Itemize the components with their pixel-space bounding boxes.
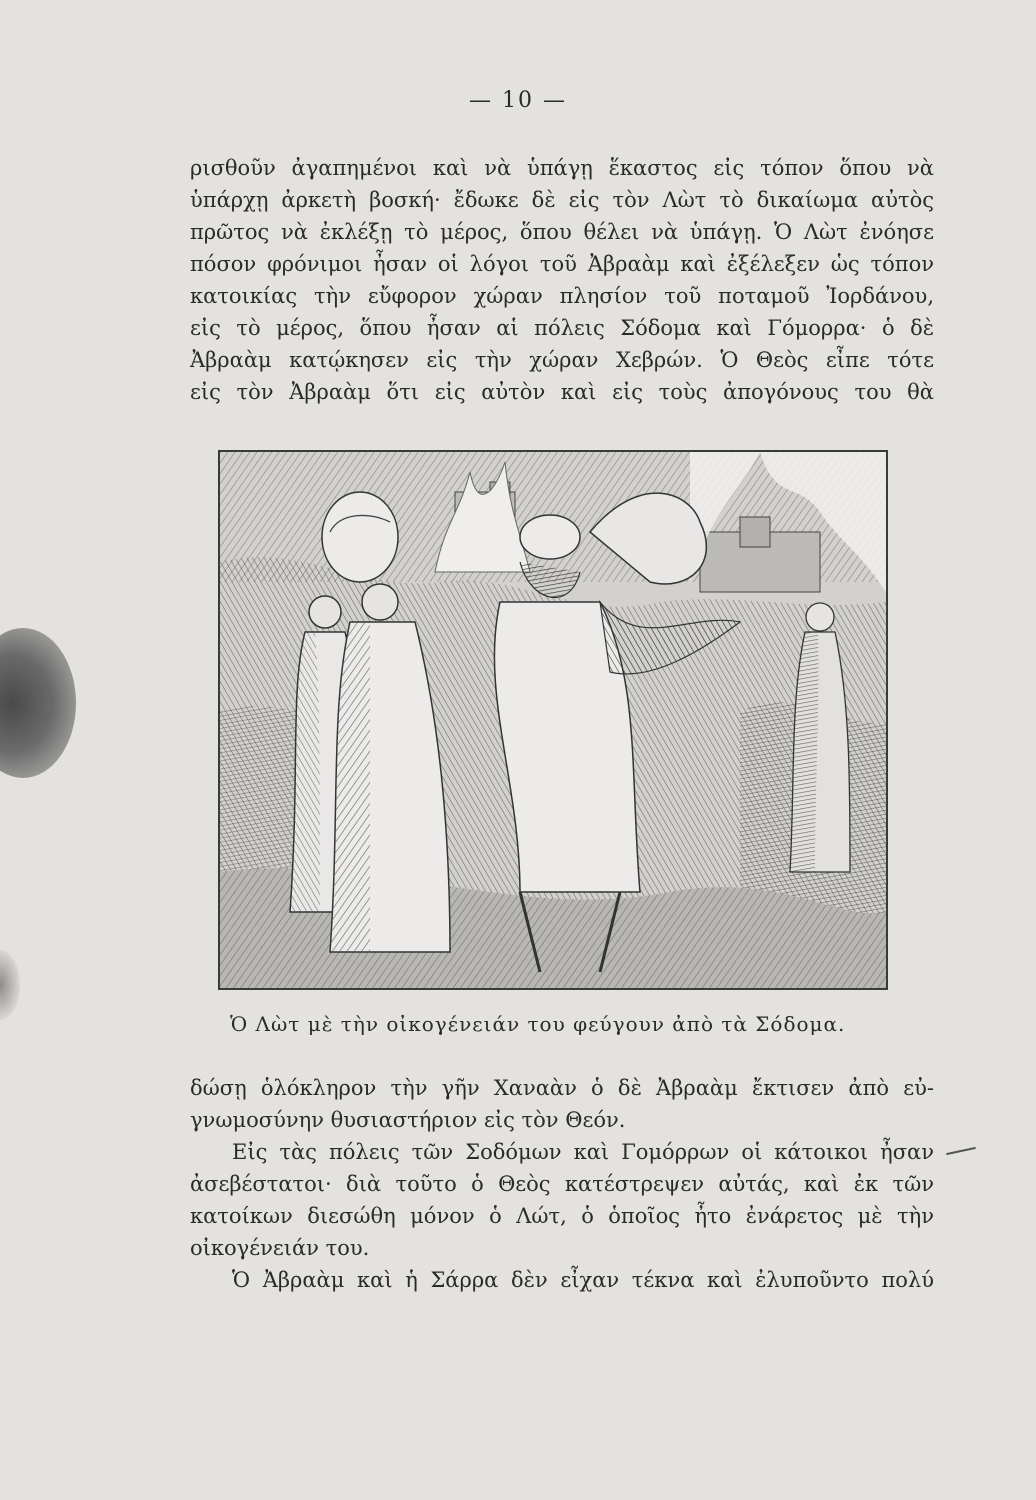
text-line: Ὁ Ἀβραὰμ καὶ ἡ Σάρρα δὲν εἶχαν τέκνα καὶ ἐλυποῦντο πολύ (232, 1268, 934, 1292)
text-line: κατοίκων διεσώθη μόνον ὁ Λώτ, ὁ ὁποῖος ἦτο ἐνάρετος μὲ τὴν (190, 1204, 934, 1228)
engraving-drawing (220, 452, 886, 988)
illustration-caption: Ὁ Λὼτ μὲ τὴν οἰκογένειάν του φεύγουν ἀπὸ τὰ Σόδομα. (230, 1012, 846, 1036)
engraving-lot-fleeing-sodom (218, 450, 888, 990)
paper-stain-small (0, 950, 20, 1020)
paragraph-top (190, 152, 934, 408)
pencil-mark (946, 1147, 976, 1155)
text-line: πρῶτος νὰ ἐκλέξῃ τὸ μέρος, ὅπου θέλει νὰ ὑπάγῃ. Ὁ Λὼτ ἐνόησε (190, 220, 934, 244)
text-line: πόσον φρόνιμοι ἦσαν οἱ λόγοι τοῦ Ἀβραὰμ καὶ ἐξέλεξεν ὡς τόπον (190, 252, 934, 276)
paragraph-bottom (190, 1072, 934, 1296)
text-line: ἀσεβέστατοι· διὰ τοῦτο ὁ Θεὸς κατέστρεψεν αὐτάς, καὶ ἐκ τῶν (190, 1172, 934, 1196)
text-line: εἰς τὸ μέρος, ὅπου ἦσαν αἱ πόλεις Σόδομα καὶ Γόμορρα· ὁ δὲ (190, 316, 934, 340)
text-line: εἰς τὸν Ἀβραὰμ ὅτι εἰς αὐτὸν καὶ εἰς τοὺς ἀπογόνους του θὰ (190, 380, 934, 404)
paper-stain (0, 628, 76, 778)
page-number: — 10 — (469, 88, 567, 113)
text-line: ὑπάρχῃ ἀρκετὴ βοσκή· ἔδωκε δὲ εἰς τὸν Λὼτ τὸ δικαίωμα αὐτὸς (190, 188, 934, 212)
text-line: Εἰς τὰς πόλεις τῶν Σοδόμων καὶ Γομόρρων οἱ κάτοικοι ἦσαν (232, 1140, 934, 1164)
text-line: γνωμοσύνην θυσιαστήριον εἰς τὸν Θεόν. (190, 1108, 626, 1132)
text-line: ρισθοῦν ἀγαπημένοι καὶ νὰ ὑπάγῃ ἕκαστος εἰς τόπον ὅπου νὰ (190, 156, 934, 180)
text-line: Ἀβραὰμ κατῴκησεν εἰς τὴν χώραν Χεβρών. Ὁ Θεὸς εἶπε τότε (190, 348, 934, 372)
text-line: οἰκογένειάν του. (190, 1236, 370, 1260)
text-line: κατοικίας τὴν εὔφορον χώραν πλησίον τοῦ ποταμοῦ Ἰορδάνου, (190, 284, 934, 308)
text-line: δώσῃ ὁλόκληρον τὴν γῆν Χαναὰν ὁ δὲ Ἀβραὰμ ἔκτισεν ἀπὸ εὐ- (190, 1076, 934, 1100)
